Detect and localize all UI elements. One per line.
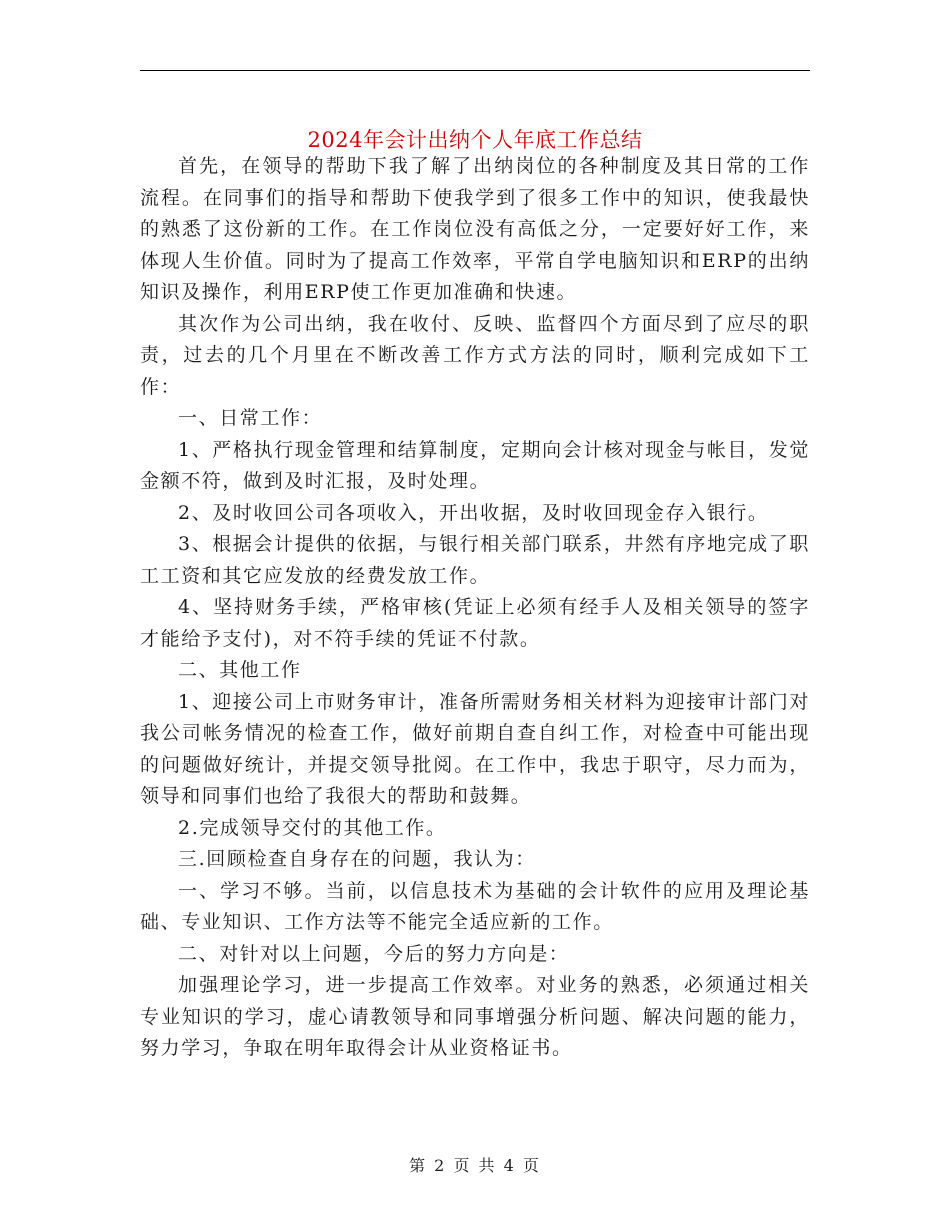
paragraph: 加强理论学习，进一步提高工作效率。对业务的熟悉，必须通过相关专业知识的学习，虚心请教领导和同事增强分析问题、解决问题的能力，努力学习，争取在明年取得会计从业资格证书。	[140, 974, 810, 1059]
section-heading: 一、日常工作：	[178, 407, 323, 429]
list-item: 1、迎接公司上市财务审计，准备所需财务相关材料为迎接审计部门对我公司帐务情况的检查工作，做好前期自查自纠工作，对检查中可能出现的问题做好统计，并提交领导批阅。在工作中，我忠于职守，尽力而为，领导和同事们也给了我很大的帮助和鼓舞。	[140, 690, 810, 807]
header-rule	[140, 70, 810, 71]
list-item: 2.完成领导交付的其他工作。	[178, 816, 447, 839]
section-heading: 三.回顾检查自身存在的问题，我认为：	[178, 848, 536, 870]
paragraph: 其次作为公司出纳，我在收付、反映、监督四个方面尽到了应尽的职责，过去的几个月里在不断改善工作方式方法的同时，顺利完成如下工作：	[140, 312, 810, 398]
list-item: 4、坚持财务手续，严格审核(凭证上必须有经手人及相关领导的签字才能给予支付)，对不符手续的凭证不付款。	[140, 596, 810, 650]
list-item: 二、对针对以上问题，今后的努力方向是：	[178, 942, 570, 965]
page-number-footer: 第 2 页 共 4 页	[409, 1156, 541, 1175]
list-item: 3、根据会计提供的依据，与银行相关部门联系，井然有序地完成了职工工资和其它应发放的经费发放工作。	[140, 533, 810, 587]
paragraph: 首先，在领导的帮助下我了解了出纳岗位的各种制度及其日常的工作流程。在同事们的指导和帮助下使我学到了很多工作中的知识，使我最快的熟悉了这份新的工作。在工作岗位没有高低之分，一定要好好工作，来体现人生价值。同时为了提高工作效率，平常自学电脑知识和ERP的出纳知识及操作，利用ERP使工作更加准确和快速。	[140, 155, 810, 303]
list-item: 一、学习不够。当前，以信息技术为基础的会计软件的应用及理论基础、专业知识、工作方法等不能完全适应新的工作。	[140, 879, 810, 933]
document-title: 2024年会计出纳个人年底工作总结	[307, 128, 643, 153]
section-heading: 二、其他工作	[178, 659, 302, 681]
document-body	[140, 151, 810, 1065]
list-item: 2、及时收回公司各项收入，开出收据，及时收回现金存入银行。	[178, 501, 769, 524]
list-item: 1、严格执行现金管理和结算制度，定期向会计核对现金与帐目，发觉金额不符，做到及时汇报，及时处理。	[140, 438, 810, 492]
